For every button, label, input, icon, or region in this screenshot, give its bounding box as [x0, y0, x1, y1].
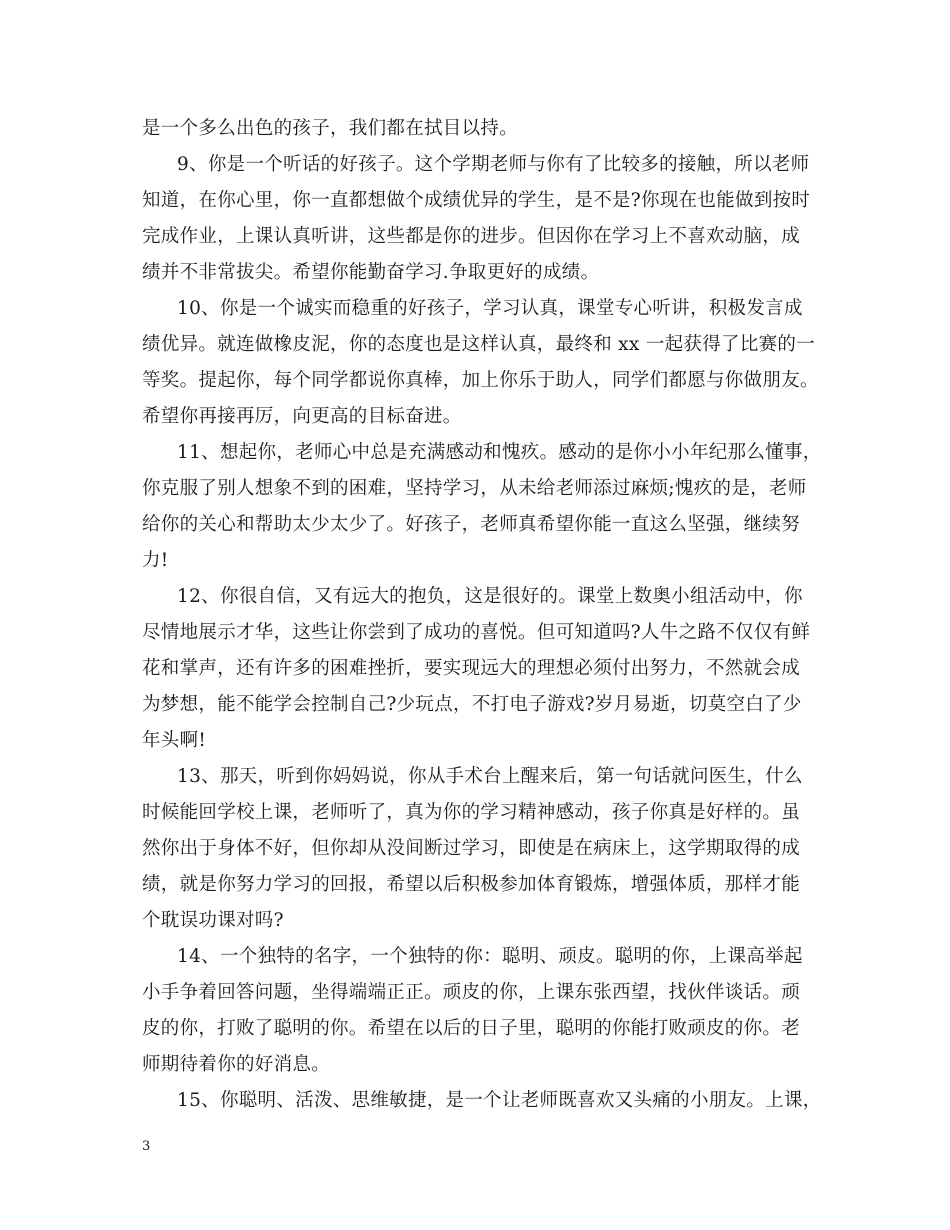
page-number: 3 — [142, 1139, 151, 1154]
text-line: 给你的关心和帮助太少太少了。好孩子，老师真希望你能一直这么坚强，继续努 — [142, 514, 801, 535]
text-line: 然你出于身体不好，但你却从没间断过学习，即使是在病床上，这学期取得的成 — [142, 838, 801, 859]
text-line: 绩优异。就连做橡皮泥，你的态度也是这样认真，最终和 xx 一起获得了比赛的一 — [142, 334, 816, 355]
text-line: 12、你很自信，又有远大的抱负，这是很好的。课堂上数奥小组活动中，你 — [177, 586, 803, 607]
text-line: 年头啊! — [142, 730, 207, 751]
text-line: 14、一个独特的名字，一个独特的你：聪明、顽皮。聪明的你，上课高举起 — [177, 946, 803, 967]
text-line: 你克服了别人想象不到的困难，坚持学习，从未给老师添过麻烦;愧疚的是，老师 — [142, 478, 807, 499]
text-line: 15、你聪明、活泼、思维敏捷，是一个让老师既喜欢又头痛的小朋友。上课， — [177, 1090, 822, 1111]
text-line: 皮的你，打败了聪明的你。希望在以后的日子里，聪明的你能打败顽皮的你。老 — [142, 1018, 801, 1039]
text-line: 尽情地展示才华，这些让你尝到了成功的喜悦。但可知道吗?人牛之路不仅仅有鲜 — [142, 622, 811, 643]
text-line: 11、想起你，老师心中总是充满感动和愧疚。感动的是你小小年纪那么懂事， — [177, 442, 822, 463]
text-line: 小手争着回答问题，坐得端端正正。顽皮的你，上课东张西望，找伙伴谈话。顽 — [142, 982, 801, 1003]
text-line: 为梦想，能不能学会控制自己?少玩点，不打电子游戏?岁月易逝，切莫空白了少 — [142, 694, 802, 715]
text-line: 9、你是一个听话的好孩子。这个学期老师与你有了比较多的接触，所以老师 — [177, 154, 810, 175]
text-line: 力! — [142, 550, 169, 571]
text-line: 希望你再接再厉，向更高的目标奋进。 — [142, 406, 462, 427]
text-line: 知道，在你心里，你一直都想做个成绩优异的学生，是不是?你现在也能做到按时 — [142, 190, 811, 211]
text-line: 花和掌声，还有许多的困难挫折，要实现远大的理想必须付出努力，不然就会成 — [142, 658, 801, 679]
text-line: 10、你是一个诚实而稳重的好孩子，学习认真，课堂专心听讲，积极发言成 — [177, 298, 803, 319]
text-line: 绩并不非常拔尖。希望你能勤奋学习.争取更好的成绩。 — [142, 262, 600, 283]
text-line: 师期待着你的好消息。 — [142, 1054, 331, 1075]
text-line: 等奖。提起你，每个同学都说你真棒，加上你乐于助人，同学们都愿与你做朋友。 — [142, 370, 819, 391]
text-line: 是一个多么出色的孩子，我们都在拭目以持。 — [142, 118, 519, 139]
text-line: 绩，就是你努力学习的回报，希望以后积极参加体育锻炼，增强体质，那样才能 — [142, 874, 801, 895]
text-line: 个耽误功课对吗? — [142, 910, 284, 931]
text-line: 13、那天，听到你妈妈说，你从手术台上醒来后，第一句话就问医生，什么 — [177, 766, 803, 787]
text-line: 时候能回学校上课，老师听了，真为你的学习精神感动，孩子你真是好样的。虽 — [142, 802, 801, 823]
text-line: 完成作业，上课认真听讲，这些都是你的进步。但因你在学习上不喜欢动脑，成 — [142, 226, 801, 247]
